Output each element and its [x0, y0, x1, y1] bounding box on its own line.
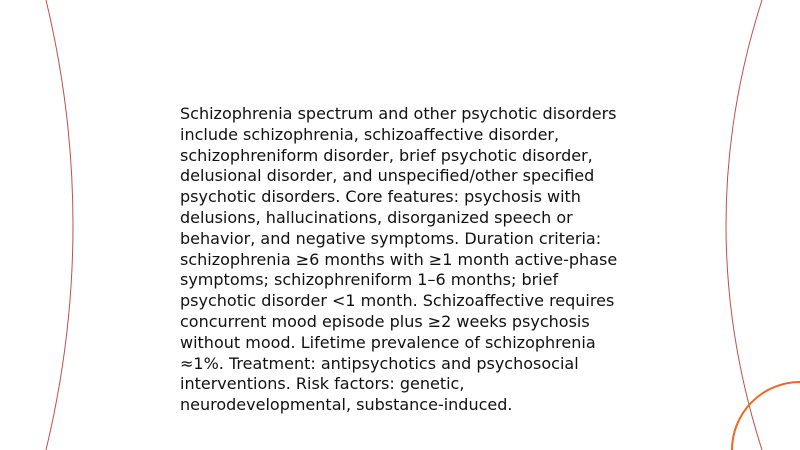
slide-body-text: Schizophrenia spectrum and other psychotic disorders include schizophrenia, schizoaffective disorder, schizophreniform disorder, brief psychotic disorder, delusional disorder, and unspecified/other specified psychotic disorders. Core features: psychosis with delusions, hallucinations, disorganized speech or behavior, and negative symptoms. Duration criteria: schizophrenia ≥6 months with ≥1 month active-phase symptoms; schizophreniform 1–6 months; brief psychotic disorder <1 month. Schizoaffective requires concurrent mood episode plus ≥2 weeks psychosis without mood. Lifetime prevalence of schizophrenia ≈1%. Treatment: antipsychotics and psychosocial interventions. Risk factors: genetic, neurodevelopmental, substance-induced.	[180, 104, 618, 415]
right-arc	[726, 0, 762, 450]
orange-ring	[732, 382, 800, 450]
left-arc	[46, 0, 73, 450]
